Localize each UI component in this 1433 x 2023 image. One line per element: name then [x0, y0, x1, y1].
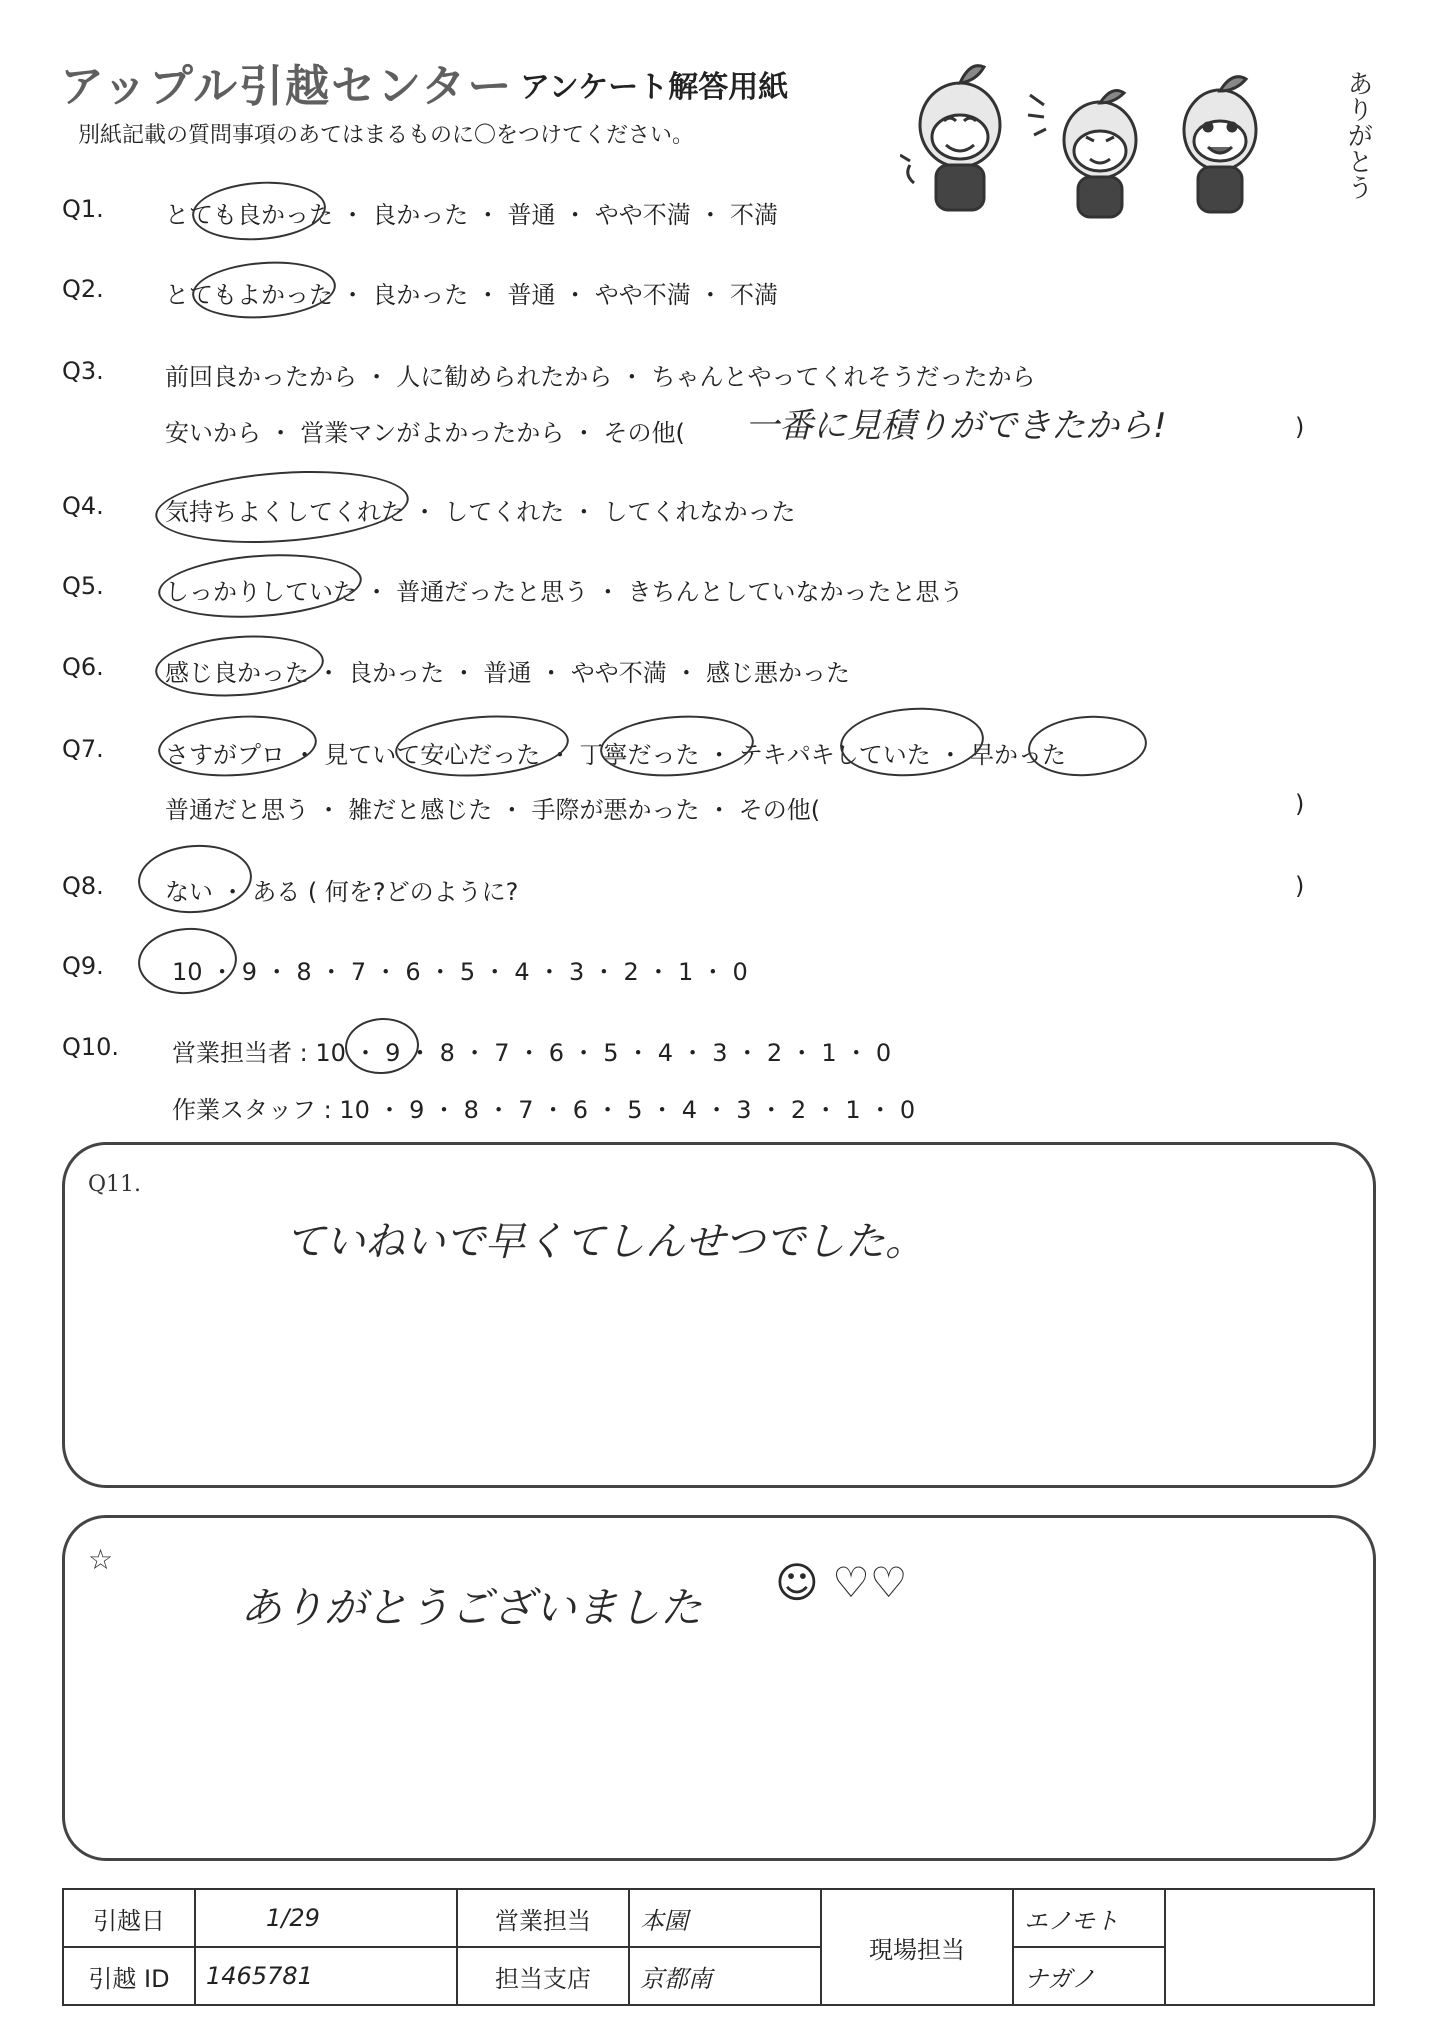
q3-options-line1: 前回良かったから ・ 人に勧められたから ・ ちゃんとやってくれそうだったから — [165, 363, 1036, 391]
smiley-heart-doodles: ☺ ♡♡ — [775, 1558, 908, 1607]
q7-label: Q7. — [62, 735, 104, 763]
q4-selection-circle — [153, 463, 411, 551]
move-date-value: 1/29 — [195, 1889, 457, 1947]
q2-label: Q2. — [62, 275, 104, 303]
footer-info-table — [62, 1888, 1375, 2006]
mascot-left — [900, 66, 1000, 210]
q11-comment: ていねいで早くてしんせつでした。 — [285, 1219, 925, 1265]
q3-other-close: ) — [1295, 413, 1305, 441]
q10-label: Q10. — [62, 1033, 120, 1061]
q6-options: 感じ良かった ・ 良かった ・ 普通 ・ やや不満 ・ 感じ悪かった — [165, 659, 851, 687]
sales-value: 本園 — [629, 1889, 821, 1947]
form-subtitle: アンケート解答用紙 — [520, 70, 789, 105]
q1-options: とても良かった ・ 良かった ・ 普通 ・ やや不満 ・ 不満 — [165, 201, 779, 229]
q6-label: Q6. — [62, 653, 104, 681]
star-message-box — [62, 1515, 1376, 1861]
site-label: 現場担当 — [821, 1889, 1013, 2005]
q7-other-close: ) — [1295, 790, 1305, 818]
q8-options: ない ・ ある ( 何を?どのように? — [165, 878, 519, 906]
q11-comment-box — [62, 1142, 1376, 1488]
q10-sales-options: 営業担当者 : 10 ・ 9 ・ 8 ・ 7 ・ 6 ・ 5 ・ 4 ・ 3 ・ 2 ・ 1 ・ 0 — [172, 1039, 892, 1067]
star-message: ありがとうございました — [240, 1583, 703, 1632]
q7-selection-circle-anshin — [393, 710, 571, 782]
q9-options: 10 ・ 9 ・ 8 ・ 7 ・ 6 ・ 5 ・ 4 ・ 3 ・ 2 ・ 1 ・ 0 — [172, 958, 748, 986]
instruction-text: 別紙記載の質問事項のあてはまるものに〇をつけてください。 — [78, 123, 695, 148]
branch-label: 担当支店 — [457, 1947, 629, 2005]
move-id-value: 1465781 — [195, 1947, 457, 2005]
mascot-illustration — [900, 55, 1340, 225]
q1-label: Q1. — [62, 195, 104, 223]
move-date-label: 引越日 — [63, 1889, 195, 1947]
q2-selection-circle — [190, 257, 338, 323]
company-title: アップル引越センター — [60, 61, 514, 112]
q2-options: とてもよかった ・ 良かった ・ 普通 ・ やや不満 ・ 不満 — [165, 281, 779, 309]
sales-label: 営業担当 — [457, 1889, 629, 1947]
q7-selection-circle-pro — [156, 711, 319, 782]
q5-label: Q5. — [62, 572, 104, 600]
q8-label: Q8. — [62, 872, 104, 900]
q7-options-line1: さすがプロ ・ 見ていて安心だった ・ 丁寧だった ・ テキパキしていた ・ 早かった — [165, 741, 1067, 769]
q6-selection-circle — [153, 630, 326, 702]
q9-label: Q9. — [62, 952, 104, 980]
site-value-2: ナガノ — [1013, 1947, 1165, 2005]
q1-selection-circle — [190, 177, 328, 244]
move-id-label: 引越 ID — [63, 1947, 195, 2005]
star-label: ☆ — [88, 1543, 114, 1576]
q4-options: 気持ちよくしてくれた ・ してくれた ・ してくれなかった — [165, 498, 796, 526]
branch-value: 京都南 — [629, 1947, 821, 2005]
q3-options-line2: 安いから ・ 営業マンがよかったから ・ その他( — [165, 419, 685, 447]
q5-options: しっかりしていた ・ 普通だったと思う ・ きちんとしていなかったと思う — [165, 578, 964, 606]
q7-selection-circle-teinei — [598, 711, 756, 782]
q8-close: ) — [1295, 872, 1305, 900]
site-value-1: エノモト — [1013, 1889, 1165, 1947]
mascot-caption: ありがとう — [1343, 70, 1373, 200]
q5-selection-circle — [156, 548, 364, 624]
q4-label: Q4. — [62, 492, 104, 520]
site-extra-cell — [1165, 1889, 1374, 2005]
q10-staff-options: 作業スタッフ : 10 ・ 9 ・ 8 ・ 7 ・ 6 ・ 5 ・ 4 ・ 3 ・ 2 ・ 1 ・ 0 — [172, 1096, 916, 1124]
mascot-right — [1184, 77, 1256, 212]
q3-label: Q3. — [62, 357, 104, 385]
q3-other-answer: 一番に見積りができたから! — [745, 406, 1167, 446]
mascot-middle — [1028, 91, 1136, 217]
q11-label: Q11. — [88, 1172, 142, 1197]
q7-options-line2: 普通だと思う ・ 雑だと感じた ・ 手際が悪かった ・ その他( — [165, 796, 821, 824]
